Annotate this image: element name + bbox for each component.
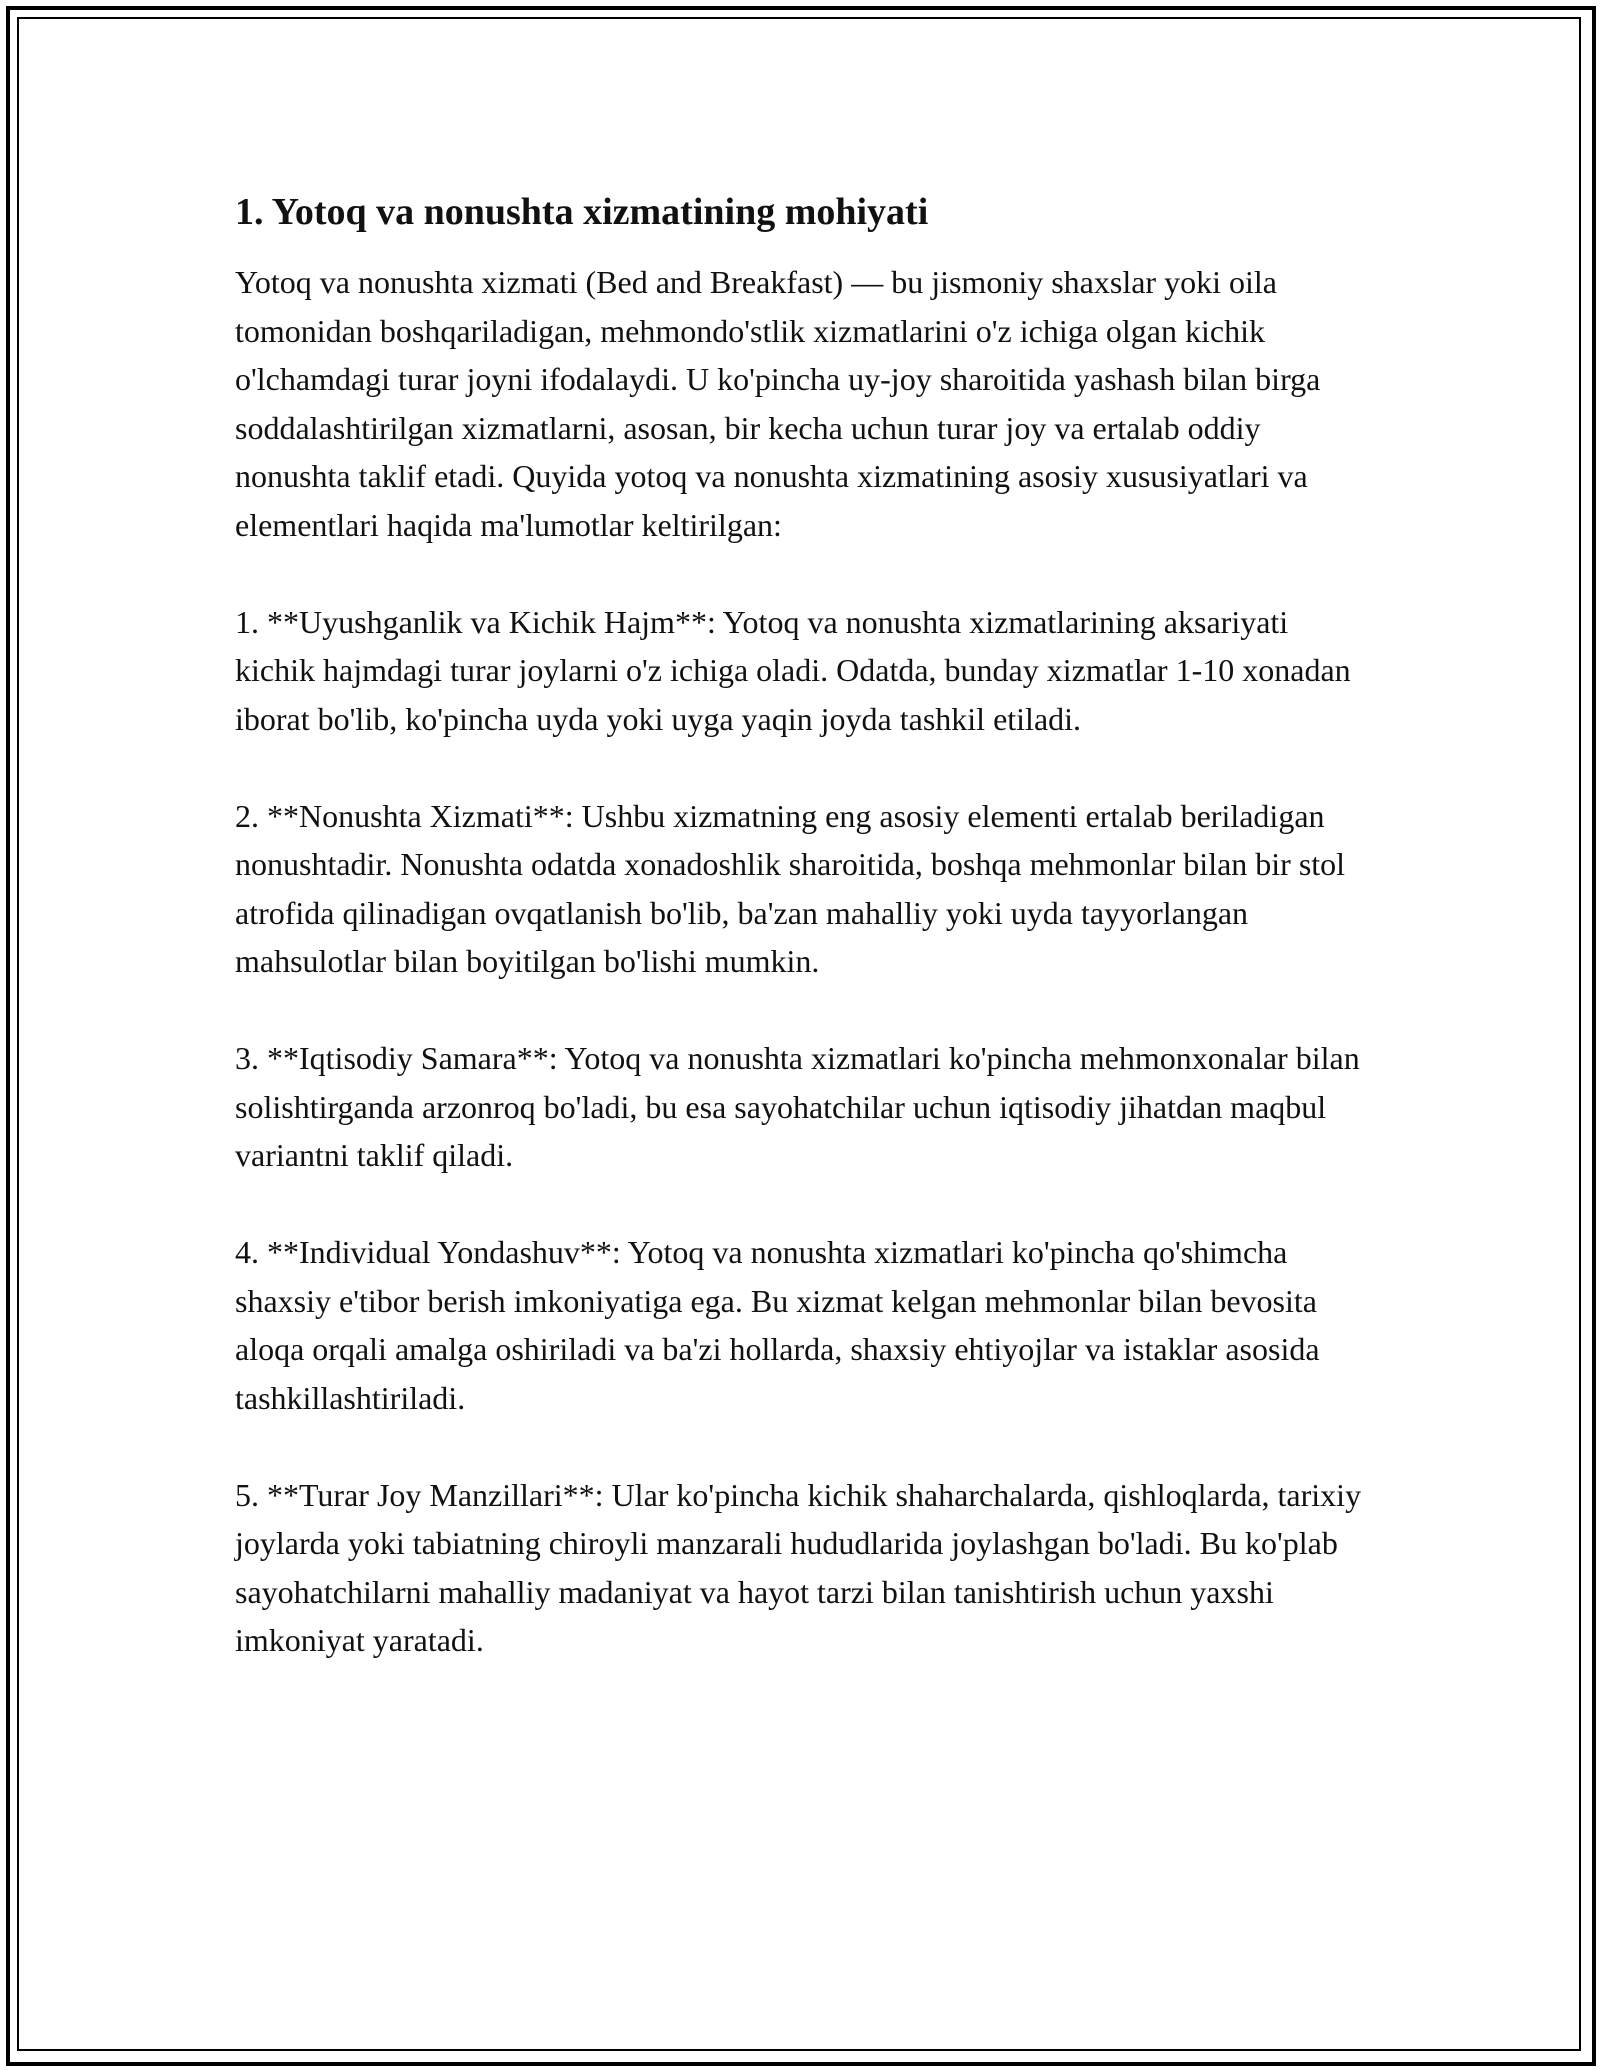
document-body	[235, 188, 1365, 1665]
list-item-1: 1. **Uyushganlik va Kichik Hajm**: Yotoq va nonushta xizmatlarining aksariyati kichik hajmdagi turar joylarni o'z ichiga oladi. Odatda, bunday xizmatlar 1-10 xonadan iborat bo'lib, ko'pincha uyda yoki uyga yaqin joyda tashkil etiladi.	[235, 603, 1351, 737]
list-item-5: 5. **Turar Joy Manzillari**: Ular ko'pincha kichik shaharchalarda, qishloqlarda, tarixiy joylarda yoki tabiatning chiroyli manzarali hududlarida joylashgan bo'ladi. Bu ko'plab sayohatchilarni mahalliy madaniyat va hayot tarzi bilan tanishtirish uchun yaxshi imkoniyat yaratadi.	[235, 1476, 1362, 1658]
list-item-4: 4. **Individual Yondashuv**: Yotoq va nonushta xizmatlari ko'pincha qo'shimcha shaxsiy e'tibor berish imkoniyatiga ega. Bu xizmat kelgan mehmonlar bilan bevosita aloqa orqali amalga oshiriladi va ba'zi hollarda, shaxsiy ehtiyojlar va istaklar asosida tashkillashtiriladi.	[235, 1234, 1320, 1416]
section-heading: 1. Yotoq va nonushta xizmatining mohiyati	[235, 191, 929, 233]
list-item-2: 2. **Nonushta Xizmati**: Ushbu xizmatning eng asosiy elementi ertalab beriladigan nonushtadir. Nonushta odatda xonadoshlik sharoitida, boshqa mehmonlar bilan bir stol atrofida qilinadigan ovqatlanish bo'lib, ba'zan mahalliy yoki uyda tayyorlangan mahsulotlar bilan boyitilgan bo'lishi mumkin.	[235, 797, 1346, 979]
intro-paragraph: Yotoq va nonushta xizmati (Bed and Breakfast) — bu jismoniy shaxslar yoki oila tomonidan boshqariladigan, mehmondo'stlik xizmatlarini o'z ichiga olgan kichik o'lchamdagi turar joyni ifodalaydi. U ko'pincha uy-joy sharoitida yashash bilan birga soddalashtirilgan xizmatlarni, asosan, bir kecha uchun turar joy va ertalab oddiy nonushta taklif etadi. Quyida yotoq va nonushta xizmatining asosiy xususiyatlari va elementlari haqida ma'lumotlar keltirilgan:	[235, 264, 1321, 543]
list-item-3: 3. **Iqtisodiy Samara**: Yotoq va nonushta xizmatlari ko'pincha mehmonxonalar bilan solishtirganda arzonroq bo'ladi, bu esa sayohatchilar uchun iqtisodiy jihatdan maqbul variantni taklif qiladi.	[235, 1040, 1360, 1173]
